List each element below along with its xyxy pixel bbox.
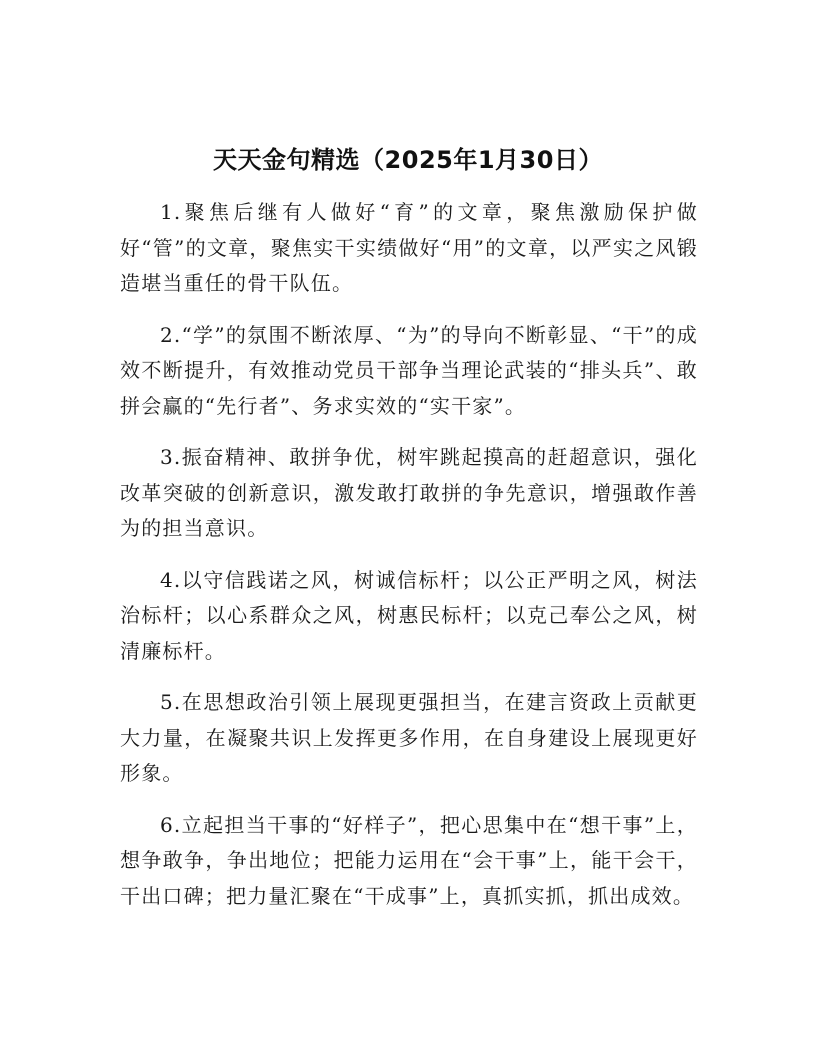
paragraph-1: 1.聚焦后继有人做好“育”的文章，聚焦激励保护做好“管”的文章，聚焦实干实绩做好“用”的文章，以严实之风锻造堪当重任的骨干队伍。 bbox=[120, 200, 698, 295]
paragraph-4: 4.以守信践诺之风，树诚信标杆；以公正严明之风，树法治标杆；以心系群众之风，树惠民标杆；以克己奉公之风，树清廉标杆。 bbox=[120, 567, 698, 663]
paragraph-5: 5.在思想政治引领上展现更强担当，在建言资政上贡献更大力量，在凝聚共识上发挥更多作用，在自身建设上展现更好形象。 bbox=[120, 690, 698, 785]
document-title: 天天金句精选（2025年1月30日） bbox=[213, 146, 603, 174]
paragraph-6: 6.立起担当干事的“好样子”，把心思集中在“想干事”上，想争敢争，争出地位；把能力运用在“会干事”上，能干会干，干出口碑；把力量汇聚在“干成事”上，真抓实抓，抓出成效。 bbox=[120, 812, 698, 908]
paragraph-3: 3.振奋精神、敢拼争优，树牢跳起摸高的赶超意识，强化改革突破的创新意识，激发敢打敢拼的争先意识，增强敢作善为的担当意识。 bbox=[120, 445, 698, 540]
paragraph-2: 2.“学”的氛围不断浓厚、“为”的导向不断彰显、“干”的成效不断提升，有效推动党员干部争当理论武装的“排头兵”、敢拼会赢的“先行者”、务求实效的“实干家”。 bbox=[120, 322, 698, 418]
document-body bbox=[120, 195, 698, 930]
